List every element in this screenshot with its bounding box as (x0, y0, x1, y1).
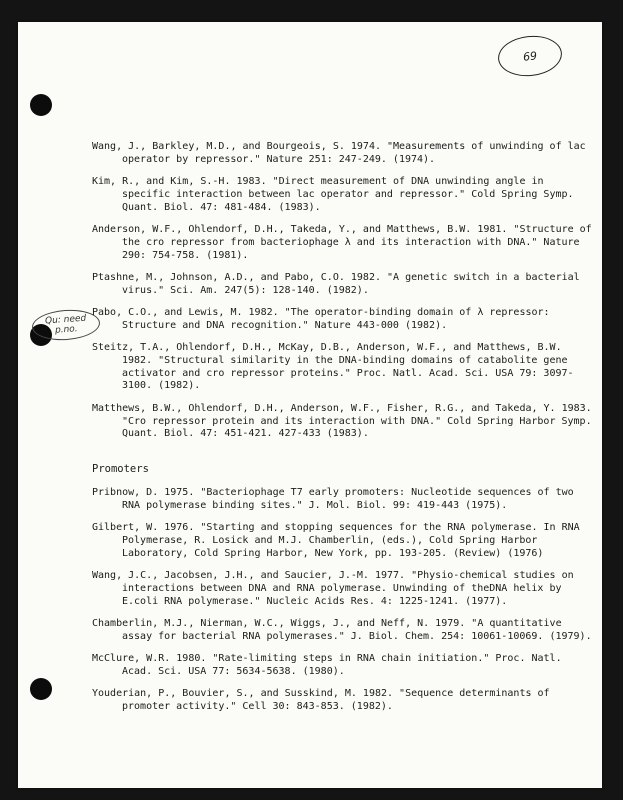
punch-hole-top (30, 94, 52, 116)
handwritten-page-number: 69 (496, 33, 564, 79)
reference-chamberlin-1979: Chamberlin, M.J., Nierman, W.C., Wiggs, J., and Neff, N. 1979. "A quantitative assay for bacterial RNA polymerases." J. Biol. Chem. 254: 10061-10069. (1979). (92, 618, 592, 642)
reference-kim-1983: Kim, R., and Kim, S.-H. 1983. "Direct measurement of DNA unwinding angle in specific interaction between lac operator and repressor." Cold Spring Symp. Quant. Biol. 47: 481-484. (1983). (92, 176, 574, 213)
reference-list (92, 141, 592, 714)
reference-anderson-1981: Anderson, W.F., Ohlendorf, D.H., Takeda, Y., and Matthews, B.W. 1981. "Structure of the cro repressor from bacteriophage λ and its interaction with DNA." Nature 290: 754-758. (1981). (92, 223, 592, 261)
document-page (18, 22, 602, 788)
reference-youderian-1982: Youderian, P., Bouvier, S., and Susskind, M. 1982. "Sequence determinants of promoter activity." Cell 30: 843-853. (1982). (92, 688, 550, 712)
section-heading-promoters: Promoters (92, 463, 149, 476)
reference-pribnow-1975: Pribnow, D. 1975. "Bacteriophage T7 early promoters: Nucleotide sequences of two RNA polymerase binding sites." J. Mol. Biol. 99: 419-443 (1975). (92, 487, 574, 511)
reference-gilbert-1976: Gilbert, W. 1976. "Starting and stopping sequences for the RNA polymerase. In RNA Polymerase, R. Losick and M.J. Chamberlin, (eds.), Cold Spring Harbor Laboratory, Cold Spring Harbor, New York, pp. 193-205. (Review) (1976) (92, 522, 580, 559)
reference-ptashne-1982: Ptashne, M., Johnson, A.D., and Pabo, C.O. 1982. "A genetic switch in a bacterial virus." Sci. Am. 247(5): 128-140. (1982). (92, 271, 580, 296)
punch-hole-bottom (30, 678, 52, 700)
reference-matthews-1983: Matthews, B.W., Ohlendorf, D.H., Anderson, W.F., Fisher, R.G., and Takeda, Y. 1983. "Cro repressor protein and its interaction with DNA." Cold Spring Harbor Symp. Quant. Biol. 47: 451-421. 427-433 (1983). (92, 402, 592, 440)
reference-mcclure-1980: McClure, W.R. 1980. "Rate-limiting steps in RNA chain initiation." Proc. Natl. Acad. Sci. USA 77: 5634-5638. (1980). (92, 653, 562, 677)
reference-pabo-1982: Pabo, C.O., and Lewis, M. 1982. "The operator-binding domain of λ repressor: Structure and DNA recognition." Nature 443-000 (1982). (92, 306, 550, 331)
handwritten-margin-note: Qu: need p.no. (31, 308, 101, 343)
reference-wang-1974: Wang, J., Barkley, M.D., and Bourgeois, S. 1974. "Measurements of unwinding of lac operator by repressor." Nature 251: 247-249. (1974). (92, 141, 586, 165)
reference-steitz-1982: Steitz, T.A., Ohlendorf, D.H., McKay, D.B., Anderson, W.F., and Matthews, B.W. 1982. "Structural similarity in the DNA-binding domains of catabolite gene activator and cro repressor proteins." Proc. Natl. Acad. Sci. USA 79: 3097-3100. (1982). (92, 342, 574, 392)
reference-wang-1977: Wang, J.C., Jacobsen, J.H., and Saucier, J.-M. 1977. "Physio-chemical studies on interactions between DNA and RNA polymerase. Unwinding of theDNA helix by E.coli RNA polymerase." Nucleic Acids Res. 4: 1225-1241. (1977). (92, 570, 574, 607)
